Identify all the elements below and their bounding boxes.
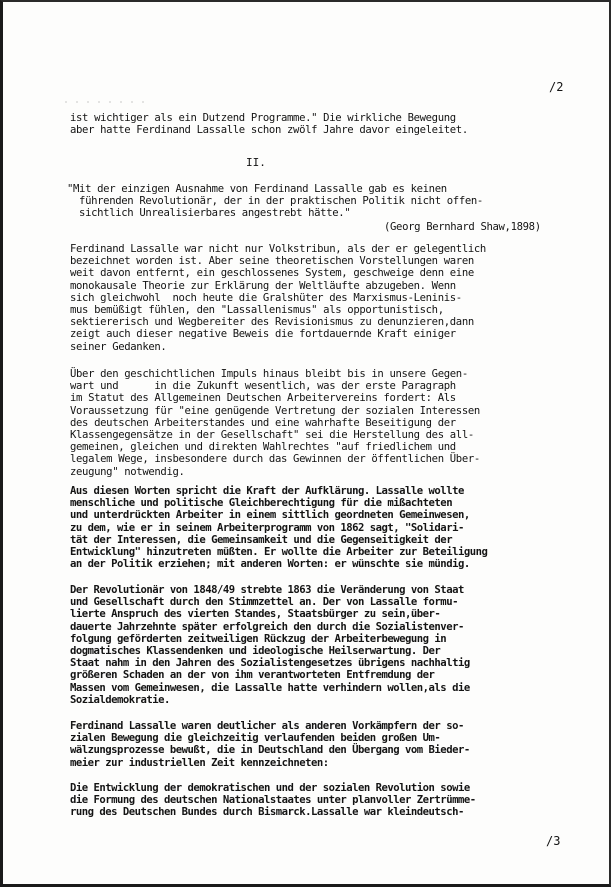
paragraph-intro: ist wichtiger als ein Dutzend Programme." Die wirkliche Bewegung aber hatte Ferdinand Lassalle schon zwölf Jahre davor eingeleitet. xyxy=(70,112,468,137)
paragraph-5: Ferdinand Lassalle waren deutlicher als anderen Vorkämpfern der so- zialen Bewegung die gleichzeitig verlaufenden beiden großen Um- wälzungsprozesse bewußt, die in Deutschland den Übergang vom Bieder- meier zur industriellen Zeit kennzeichneten: xyxy=(70,720,470,769)
paragraph-1: Ferdinand Lassalle war nicht nur Volkstribun, als der er gelegentlich bezeichnet worden ist. Aber seine theoretischen Vorstellungen waren weit davon entfernt, ein geschlossenes System, geschweige denn eine monokausale Theorie zur Erklärung der Weltläufte abzugeben. Wenn sich gleichwohl noch heute die Gralshüter des Marxismus-Leninis- mus bemüßigt fühlen, den "Lassallenismus" als opportunistisch, sektiererisch und Wegbereiter des Revisionismus zu denunzieren,dann zeigt auch dieser negative Beweis die fortdauernde Kraft einiger seiner Gedanken. xyxy=(70,243,486,353)
quote-attribution: (Georg Bernhard Shaw,1898) xyxy=(384,221,541,233)
paragraph-6: Die Entwicklung der demokratischen und der sozialen Revolution sowie die Formung des deutschen Nationalstaates unter planvoller Zertrümme- rung des Deutschen Bundes durch Bismarck.Lassalle war kleindeutsch- xyxy=(70,782,476,819)
paragraph-2: Über den geschichtlichen Impuls hinaus bleibt bis in unsere Gegen- wart und in die Zukunft wesentlich, was der erste Paragraph im Statut des Allgemeinen Deutschen Arbeitervereins fordert: Als Voraussetzung für "eine genügende Vertretung der sozialen Interessen des deutschen Arbeiterstandes und eine wahrhafte Beseitigung der Klassengegensätze in der Gesellschaft" sei die Herstellung des all- gemeinen, gleichen und direkten Wahlrechtes "auf friedlichem und legalem Wege, insbesondere durch das Gewinnen der öffentlichen Über- zeugung" notwendig. xyxy=(70,368,480,478)
section-heading: II. xyxy=(246,156,266,169)
paragraph-4: Der Revolutionär von 1848/49 strebte 1863 die Veränderung von Staat und Gesellschaft durch den Stimmzettel an. Der von Lassalle formu- lierte Anspruch des vierten Standes, Staatsbürger zu sein,über- dauerte Jahrzehnte später erfolgreich den durch die Sozialistenver- folgung geförderten zeitweiligen Rückzug der Arbeiterbewegung in dogmatisches Klassendenken und ideologische Heilserwartung. Der Staat nahm in den Jahren des Sozialistengesetzes übrigens nachhaltig größeren Schaden an der von ihm verantworteten Entfremdung der Massen vom Gemeinwesen, die Lassalle hatte verhindern wollen,als die Sozialdemokratie. xyxy=(70,584,470,706)
page-number-top: /2 xyxy=(549,80,564,94)
faint-header-marks xyxy=(65,88,245,106)
page-number-bottom: /3 xyxy=(546,834,561,848)
quote: "Mit der einzigen Ausnahme von Ferdinand Lassalle gab es keinen führenden Revolutionär, der in der praktischen Politik nicht offen- sichtlich Unrealisierbares angestrebt hätte." xyxy=(67,183,483,220)
paragraph-3: Aus diesen Worten spricht die Kraft der Aufklärung. Lassalle wollte menschliche und politische Gleichberechtigung für die mißachteten und unterdrückten Arbeiter in einem sittlich geordneten Gemeinwesen, zu dem, wie er in seinem Arbeiterprogramm von 1862 sagt, "Solidari- tät der Interessen, die Gemeinsamkeit und die Gegenseitigkeit der Entwicklung" hinzutreten müßten. Er wollte die Arbeiter zur Beteiligung an der Politik erziehen; mit anderen Worten: er wünschte sie mündig. xyxy=(70,485,488,571)
